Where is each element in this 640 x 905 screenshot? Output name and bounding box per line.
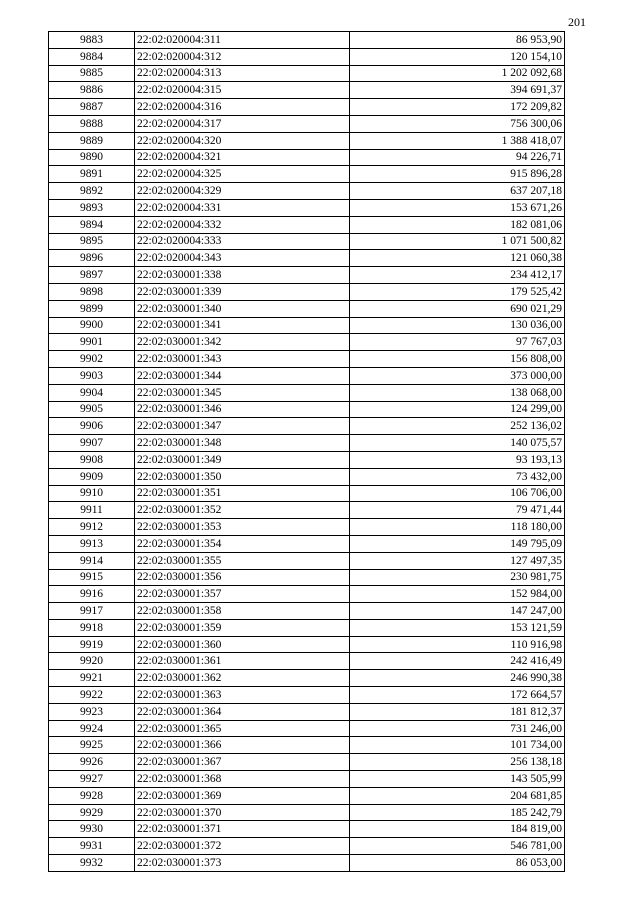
table-row: [49, 603, 565, 620]
cadastral-number-cell: 22:02:020004:325: [135, 166, 350, 183]
row-number-cell: 9895: [49, 233, 135, 250]
row-number-cell: 9930: [49, 821, 135, 838]
cadastral-number-cell: 22:02:030001:355: [135, 552, 350, 569]
cadastral-value-cell: 252 136,02: [350, 418, 565, 435]
row-number-cell: 9927: [49, 771, 135, 788]
table-row: [49, 166, 565, 183]
cadastral-number-cell: 22:02:030001:359: [135, 619, 350, 636]
row-number-cell: 9885: [49, 65, 135, 82]
cadastral-value-cell: 731 246,00: [350, 720, 565, 737]
table-row: [49, 435, 565, 452]
cadastral-value-cell: 97 767,03: [350, 334, 565, 351]
table-row: [49, 519, 565, 536]
row-number-cell: 9929: [49, 804, 135, 821]
cadastral-number-cell: 22:02:030001:366: [135, 737, 350, 754]
cadastral-number-cell: 22:02:020004:331: [135, 199, 350, 216]
table-row: [49, 82, 565, 99]
cadastral-value-cell: 230 981,75: [350, 569, 565, 586]
cadastral-number-cell: 22:02:020004:320: [135, 132, 350, 149]
row-number-cell: 9898: [49, 283, 135, 300]
cadastral-number-cell: 22:02:030001:371: [135, 821, 350, 838]
row-number-cell: 9911: [49, 502, 135, 519]
table-row: [49, 687, 565, 704]
cadastral-value-cell: 256 138,18: [350, 754, 565, 771]
cadastral-number-cell: 22:02:020004:317: [135, 115, 350, 132]
cadastral-number-cell: 22:02:030001:365: [135, 720, 350, 737]
cadastral-value-cell: 179 525,42: [350, 283, 565, 300]
cadastral-value-cell: 120 154,10: [350, 48, 565, 65]
cadastral-value-cell: 172 209,82: [350, 99, 565, 116]
row-number-cell: 9884: [49, 48, 135, 65]
page-number: 201: [568, 15, 586, 29]
cadastral-value-cell: 106 706,00: [350, 485, 565, 502]
table-row: [49, 670, 565, 687]
cadastral-number-cell: 22:02:020004:313: [135, 65, 350, 82]
cadastral-value-cell: 181 812,37: [350, 703, 565, 720]
table-row: [49, 619, 565, 636]
cadastral-value-cell: 94 226,71: [350, 149, 565, 166]
table-row: [49, 300, 565, 317]
row-number-cell: 9897: [49, 267, 135, 284]
cadastral-value-cell: 756 300,06: [350, 115, 565, 132]
cadastral-number-cell: 22:02:020004:333: [135, 233, 350, 250]
row-number-cell: 9923: [49, 703, 135, 720]
cadastral-number-cell: 22:02:030001:341: [135, 317, 350, 334]
row-number-cell: 9907: [49, 435, 135, 452]
cadastral-number-cell: 22:02:020004:321: [135, 149, 350, 166]
cadastral-value-cell: 93 193,13: [350, 451, 565, 468]
table-row: [49, 199, 565, 216]
table-row: [49, 720, 565, 737]
cadastral-value-cell: 147 247,00: [350, 603, 565, 620]
row-number-cell: 9883: [49, 32, 135, 49]
cadastral-number-cell: 22:02:020004:311: [135, 32, 350, 49]
cadastral-value-cell: 156 808,00: [350, 351, 565, 368]
cadastral-number-cell: 22:02:030001:345: [135, 384, 350, 401]
row-number-cell: 9887: [49, 99, 135, 116]
cadastral-value-cell: 121 060,38: [350, 250, 565, 267]
cadastral-value-cell: 124 299,00: [350, 401, 565, 418]
table-row: [49, 132, 565, 149]
row-number-cell: 9916: [49, 586, 135, 603]
table-row: [49, 653, 565, 670]
table-row: [49, 48, 565, 65]
cadastral-number-cell: 22:02:030001:352: [135, 502, 350, 519]
table-row: [49, 183, 565, 200]
cadastral-number-cell: 22:02:030001:364: [135, 703, 350, 720]
cadastral-number-cell: 22:02:030001:354: [135, 535, 350, 552]
row-number-cell: 9922: [49, 687, 135, 704]
cadastral-number-cell: 22:02:030001:348: [135, 435, 350, 452]
table-row: [49, 485, 565, 502]
cadastral-value-cell: 86 053,00: [350, 855, 565, 872]
row-number-cell: 9905: [49, 401, 135, 418]
table-row: [49, 754, 565, 771]
cadastral-value-cell: 204 681,85: [350, 787, 565, 804]
cadastral-number-cell: 22:02:030001:373: [135, 855, 350, 872]
cadastral-value-cell: 118 180,00: [350, 519, 565, 536]
cadastral-number-cell: 22:02:030001:358: [135, 603, 350, 620]
cadastral-value-cell: 1 388 418,07: [350, 132, 565, 149]
table-body: [49, 32, 565, 872]
table-row: [49, 569, 565, 586]
table-row: [49, 535, 565, 552]
cadastral-value-cell: 138 068,00: [350, 384, 565, 401]
table-row: [49, 502, 565, 519]
cadastral-value-cell: 185 242,79: [350, 804, 565, 821]
cadastral-number-cell: 22:02:030001:368: [135, 771, 350, 788]
row-number-cell: 9890: [49, 149, 135, 166]
row-number-cell: 9903: [49, 367, 135, 384]
row-number-cell: 9931: [49, 838, 135, 855]
row-number-cell: 9886: [49, 82, 135, 99]
cadastral-number-cell: 22:02:030001:343: [135, 351, 350, 368]
table-row: [49, 855, 565, 872]
table-row: [49, 233, 565, 250]
table-row: [49, 586, 565, 603]
table-row: [49, 468, 565, 485]
table-row: [49, 267, 565, 284]
cadastral-number-cell: 22:02:030001:347: [135, 418, 350, 435]
cadastral-value-cell: 152 984,00: [350, 586, 565, 603]
cadastral-number-cell: 22:02:030001:369: [135, 787, 350, 804]
row-number-cell: 9906: [49, 418, 135, 435]
row-number-cell: 9901: [49, 334, 135, 351]
table-row: [49, 384, 565, 401]
row-number-cell: 9921: [49, 670, 135, 687]
table-row: [49, 250, 565, 267]
row-number-cell: 9914: [49, 552, 135, 569]
cadastral-value-cell: 242 416,49: [350, 653, 565, 670]
table-row: [49, 65, 565, 82]
cadastral-number-cell: 22:02:030001:353: [135, 519, 350, 536]
row-number-cell: 9893: [49, 199, 135, 216]
cadastral-value-table: [48, 31, 565, 872]
cadastral-value-cell: 127 497,35: [350, 552, 565, 569]
cadastral-number-cell: 22:02:030001:363: [135, 687, 350, 704]
cadastral-value-cell: 246 990,38: [350, 670, 565, 687]
cadastral-value-cell: 153 121,59: [350, 619, 565, 636]
cadastral-number-cell: 22:02:030001:349: [135, 451, 350, 468]
row-number-cell: 9899: [49, 300, 135, 317]
cadastral-number-cell: 22:02:020004:343: [135, 250, 350, 267]
row-number-cell: 9920: [49, 653, 135, 670]
row-number-cell: 9913: [49, 535, 135, 552]
cadastral-value-cell: 1 071 500,82: [350, 233, 565, 250]
row-number-cell: 9896: [49, 250, 135, 267]
table-row: [49, 283, 565, 300]
table-row: [49, 636, 565, 653]
cadastral-value-cell: 172 664,57: [350, 687, 565, 704]
table-row: [49, 821, 565, 838]
table-row: [49, 216, 565, 233]
cadastral-number-cell: 22:02:030001:340: [135, 300, 350, 317]
cadastral-number-cell: 22:02:030001:361: [135, 653, 350, 670]
cadastral-number-cell: 22:02:030001:367: [135, 754, 350, 771]
row-number-cell: 9918: [49, 619, 135, 636]
row-number-cell: 9889: [49, 132, 135, 149]
table-row: [49, 115, 565, 132]
row-number-cell: 9892: [49, 183, 135, 200]
table-row: [49, 804, 565, 821]
row-number-cell: 9917: [49, 603, 135, 620]
row-number-cell: 9908: [49, 451, 135, 468]
table-row: [49, 418, 565, 435]
table-row: [49, 367, 565, 384]
cadastral-number-cell: 22:02:030001:339: [135, 283, 350, 300]
cadastral-value-cell: 153 671,26: [350, 199, 565, 216]
row-number-cell: 9915: [49, 569, 135, 586]
cadastral-value-cell: 690 021,29: [350, 300, 565, 317]
cadastral-number-cell: 22:02:030001:346: [135, 401, 350, 418]
cadastral-value-cell: 182 081,06: [350, 216, 565, 233]
row-number-cell: 9904: [49, 384, 135, 401]
cadastral-value-cell: 637 207,18: [350, 183, 565, 200]
row-number-cell: 9909: [49, 468, 135, 485]
cadastral-value-cell: 149 795,09: [350, 535, 565, 552]
cadastral-value-cell: 373 000,00: [350, 367, 565, 384]
cadastral-number-cell: 22:02:030001:362: [135, 670, 350, 687]
cadastral-value-cell: 1 202 092,68: [350, 65, 565, 82]
cadastral-number-cell: 22:02:030001:372: [135, 838, 350, 855]
row-number-cell: 9925: [49, 737, 135, 754]
cadastral-number-cell: 22:02:030001:360: [135, 636, 350, 653]
row-number-cell: 9888: [49, 115, 135, 132]
table-row: [49, 737, 565, 754]
table-row: [49, 451, 565, 468]
cadastral-value-cell: 86 953,90: [350, 32, 565, 49]
row-number-cell: 9902: [49, 351, 135, 368]
row-number-cell: 9900: [49, 317, 135, 334]
cadastral-value-cell: 130 036,00: [350, 317, 565, 334]
cadastral-number-cell: 22:02:030001:338: [135, 267, 350, 284]
cadastral-value-cell: 140 075,57: [350, 435, 565, 452]
row-number-cell: 9919: [49, 636, 135, 653]
cadastral-number-cell: 22:02:030001:356: [135, 569, 350, 586]
cadastral-number-cell: 22:02:030001:357: [135, 586, 350, 603]
cadastral-number-cell: 22:02:030001:344: [135, 367, 350, 384]
cadastral-number-cell: 22:02:020004:312: [135, 48, 350, 65]
row-number-cell: 9910: [49, 485, 135, 502]
cadastral-value-cell: 184 819,00: [350, 821, 565, 838]
cadastral-number-cell: 22:02:030001:370: [135, 804, 350, 821]
row-number-cell: 9928: [49, 787, 135, 804]
table-row: [49, 334, 565, 351]
cadastral-number-cell: 22:02:020004:316: [135, 99, 350, 116]
cadastral-value-cell: 143 505,99: [350, 771, 565, 788]
table-row: [49, 32, 565, 49]
cadastral-number-cell: 22:02:030001:342: [135, 334, 350, 351]
cadastral-value-cell: 101 734,00: [350, 737, 565, 754]
table-row: [49, 317, 565, 334]
row-number-cell: 9894: [49, 216, 135, 233]
cadastral-value-cell: 73 432,00: [350, 468, 565, 485]
cadastral-value-cell: 546 781,00: [350, 838, 565, 855]
cadastral-number-cell: 22:02:020004:315: [135, 82, 350, 99]
table-row: [49, 401, 565, 418]
row-number-cell: 9926: [49, 754, 135, 771]
table-row: [49, 771, 565, 788]
cadastral-number-cell: 22:02:030001:350: [135, 468, 350, 485]
table-row: [49, 552, 565, 569]
cadastral-value-cell: 915 896,28: [350, 166, 565, 183]
cadastral-value-cell: 79 471,44: [350, 502, 565, 519]
cadastral-number-cell: 22:02:020004:332: [135, 216, 350, 233]
row-number-cell: 9912: [49, 519, 135, 536]
row-number-cell: 9891: [49, 166, 135, 183]
cadastral-value-cell: 234 412,17: [350, 267, 565, 284]
cadastral-value-cell: 110 916,98: [350, 636, 565, 653]
row-number-cell: 9924: [49, 720, 135, 737]
cadastral-value-cell: 394 691,37: [350, 82, 565, 99]
table-row: [49, 351, 565, 368]
cadastral-number-cell: 22:02:020004:329: [135, 183, 350, 200]
cadastral-number-cell: 22:02:030001:351: [135, 485, 350, 502]
table-row: [49, 99, 565, 116]
row-number-cell: 9932: [49, 855, 135, 872]
table-row: [49, 787, 565, 804]
table-row: [49, 149, 565, 166]
table-row: [49, 703, 565, 720]
table-row: [49, 838, 565, 855]
